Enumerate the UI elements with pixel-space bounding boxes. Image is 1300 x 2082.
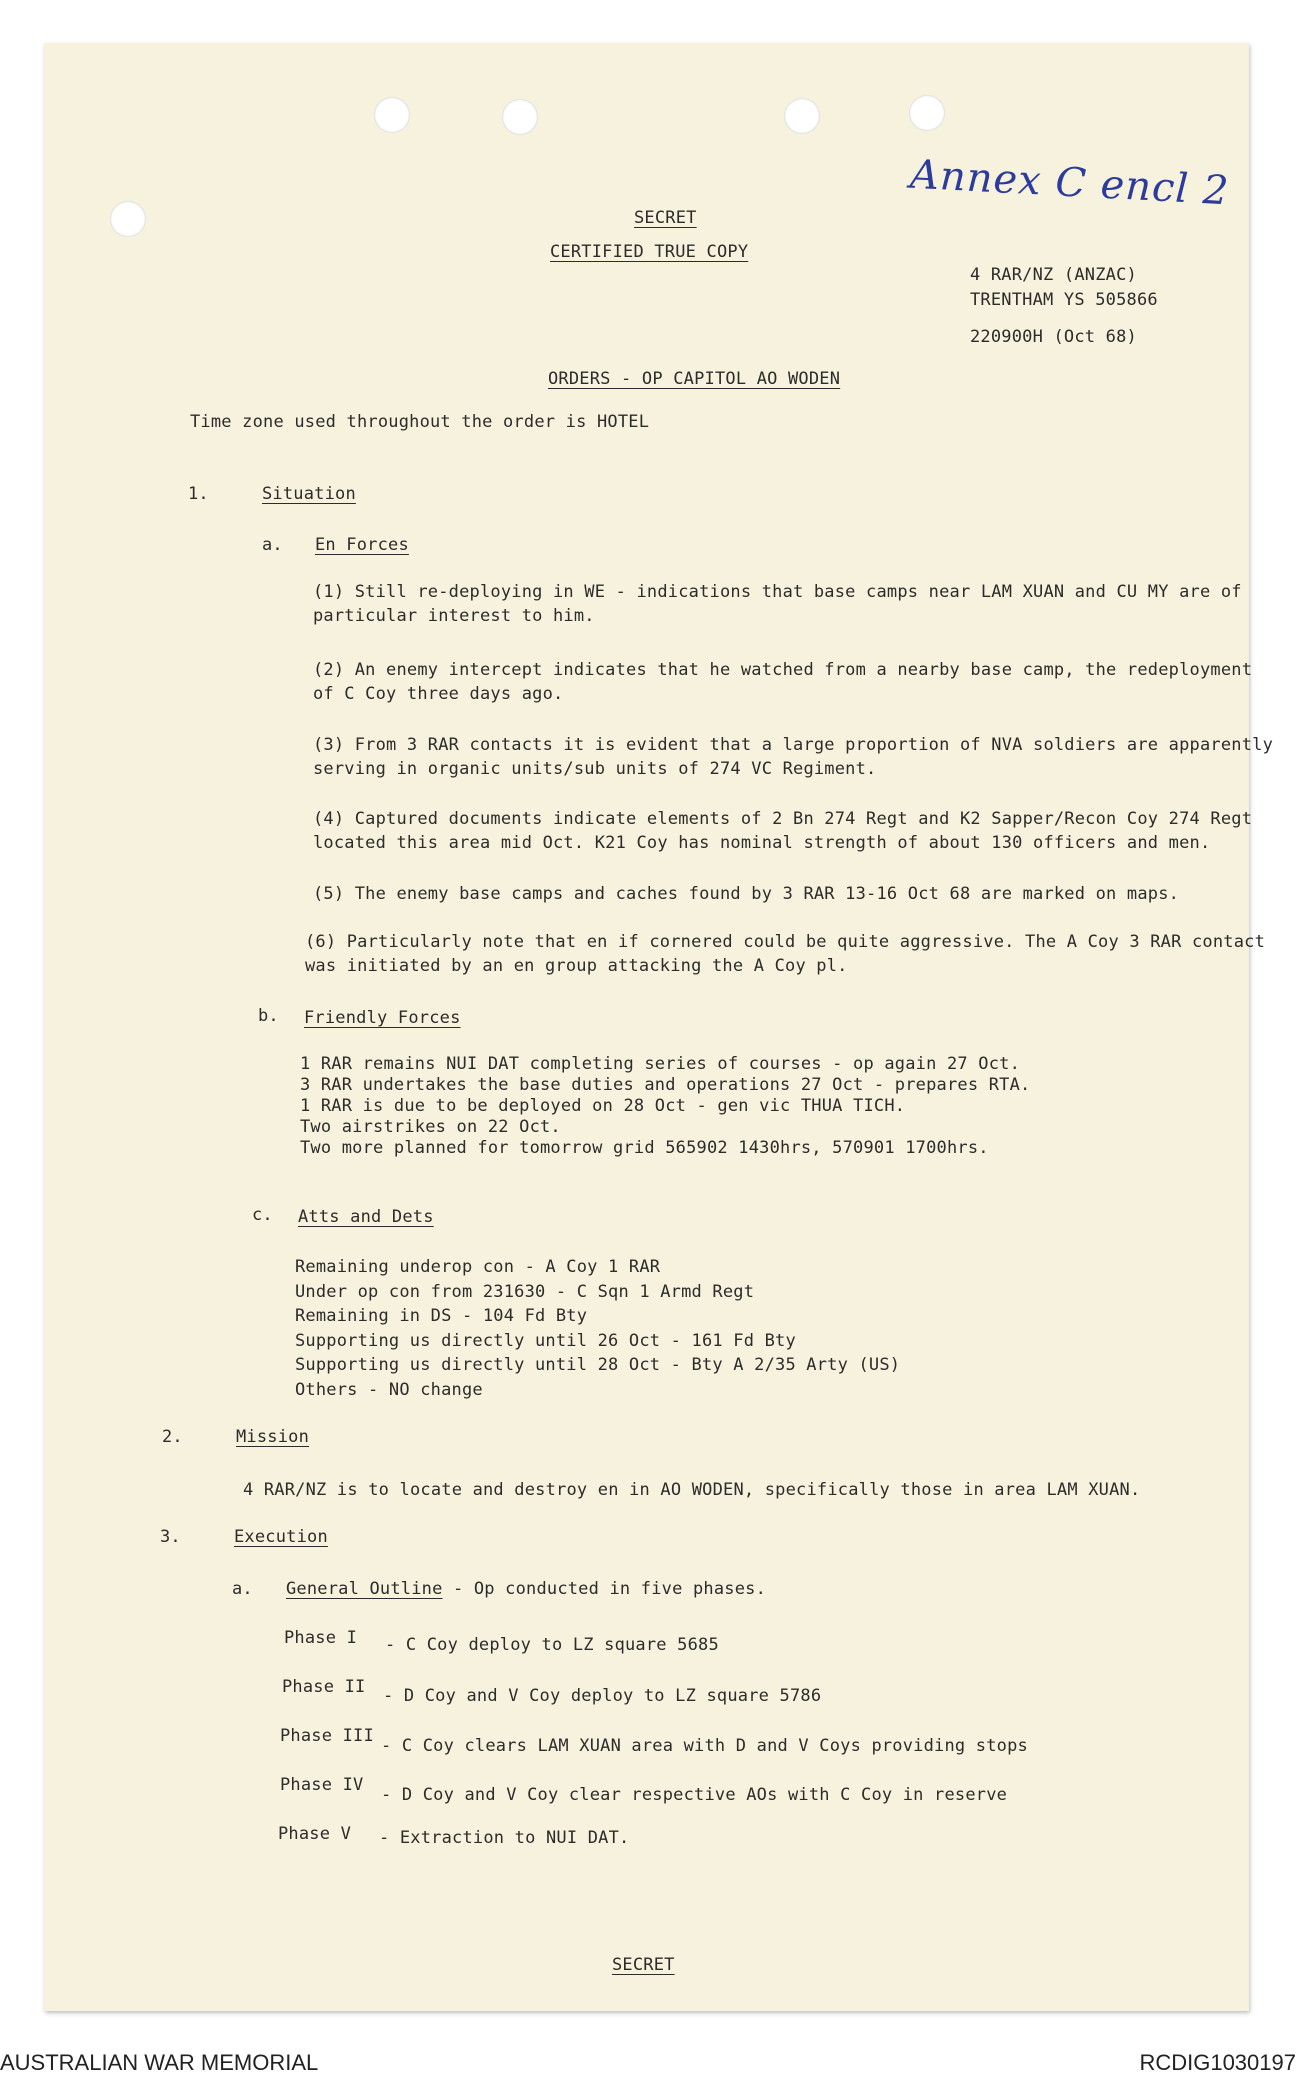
line: Two airstrikes on 22 Oct. — [300, 1117, 561, 1137]
general-outline-text: - Op conducted in five phases. — [442, 1579, 767, 1599]
subsection-label: c. — [252, 1205, 273, 1225]
classification-bottom: SECRET — [612, 1955, 675, 1975]
line: serving in organic units/sub units of 274 VC Regiment. — [313, 759, 877, 779]
section-number: 3. — [160, 1527, 181, 1547]
line: Remaining in DS - 104 Fd Bty — [295, 1306, 588, 1326]
phase-desc: - C Coy clears LAM XUAN area with D and V Coys providing stops — [381, 1736, 1028, 1756]
line: of C Coy three days ago. — [313, 684, 564, 704]
phase-desc: - D Coy and V Coy clear respective AOs with C Coy in reserve — [381, 1785, 1008, 1805]
line: particular interest to him. — [313, 606, 595, 626]
unit-designation: 4 RAR/NZ (ANZAC) — [970, 265, 1137, 285]
time-zone-note: Time zone used throughout the order is HOTEL — [190, 412, 650, 432]
section-heading-execution: Execution — [234, 1527, 328, 1547]
en-para-5 — [313, 882, 1179, 906]
certified-true-copy: CERTIFIED TRUE COPY — [550, 242, 749, 262]
punch-hole — [909, 95, 945, 131]
section-heading-mission: Mission — [236, 1427, 310, 1447]
line: (6) Particularly note that en if cornered could be quite aggressive. The A Coy 3 RAR contact — [305, 932, 1266, 952]
line: (1) Still re-deploying in WE - indications that base camps near LAM XUAN and CU MY are of — [313, 582, 1242, 602]
phase-desc: - C Coy deploy to LZ square 5685 — [385, 1635, 719, 1655]
subsection-heading-en-forces: En Forces — [315, 535, 409, 555]
line: 1 RAR is due to be deployed on 28 Oct - gen vic THUA TICH. — [300, 1096, 906, 1116]
punch-hole — [784, 98, 820, 134]
unit-location: TRENTHAM YS 505866 — [970, 290, 1158, 310]
phase-desc: - Extraction to NUI DAT. — [379, 1828, 630, 1848]
line: Others - NO change — [295, 1379, 483, 1400]
atts-dets-list — [295, 1255, 900, 1402]
handwritten-annotation: Annex C encl 2 — [909, 151, 1231, 215]
en-para-3 — [313, 733, 1273, 781]
phase-name: Phase I — [284, 1628, 358, 1648]
phase-name: Phase IV — [280, 1775, 364, 1795]
subsection-heading-general-outline: General Outline — [286, 1579, 443, 1599]
phase-name: Phase V — [278, 1824, 352, 1844]
en-para-4 — [313, 807, 1252, 855]
line: Remaining underop con - A Coy 1 RAR — [295, 1257, 661, 1277]
section-number: 2. — [162, 1427, 183, 1447]
line: Under op con from 231630 - C Sqn 1 Armd Regt — [295, 1281, 755, 1302]
archive-credit: AUSTRALIAN WAR MEMORIAL — [0, 2050, 319, 2075]
line: 3 RAR undertakes the base duties and operations 27 Oct - prepares RTA. — [300, 1075, 1031, 1095]
section-number: 1. — [188, 484, 209, 504]
line: (5) The enemy base camps and caches found by 3 RAR 13-16 Oct 68 are marked on maps. — [313, 884, 1180, 904]
punch-hole — [374, 97, 410, 133]
subsection-heading-atts-dets: Atts and Dets — [298, 1207, 434, 1227]
line: 1 RAR remains NUI DAT completing series of courses - op again 27 Oct. — [300, 1054, 1021, 1074]
classification-top: SECRET — [634, 208, 697, 228]
punch-hole — [502, 99, 538, 135]
section-heading-situation: Situation — [262, 484, 356, 504]
punch-hole — [110, 201, 146, 237]
phase-name: Phase III — [280, 1726, 374, 1746]
line: Supporting us directly until 26 Oct - 161 Fd Bty — [295, 1330, 796, 1351]
en-para-2 — [313, 658, 1252, 706]
order-title: ORDERS - OP CAPITOL AO WODEN — [548, 369, 841, 389]
subsection-heading-friendly-forces: Friendly Forces — [304, 1008, 461, 1028]
phase-desc: - D Coy and V Coy deploy to LZ square 5786 — [383, 1686, 822, 1706]
line: (4) Captured documents indicate elements of 2 Bn 274 Regt and K2 Sapper/Recon Coy 274 Regt — [313, 809, 1253, 829]
mission-statement: 4 RAR/NZ is to locate and destroy en in AO WODEN, specifically those in area LAM XUAN. — [243, 1480, 1141, 1500]
line: located this area mid Oct. K21 Coy has nominal strength of about 130 officers and men. — [313, 833, 1211, 853]
phase-name: Phase II — [282, 1677, 366, 1697]
line: (2) An enemy intercept indicates that he watched from a nearby base camp, the redeployment — [313, 660, 1253, 680]
line: (3) From 3 RAR contacts it is evident that a large proportion of NVA soldiers are apparently — [313, 735, 1274, 755]
line: Two more planned for tomorrow grid 565902 1430hrs, 570901 1700hrs. — [300, 1138, 989, 1158]
subsection-label: a. — [232, 1579, 253, 1599]
line: Supporting us directly until 28 Oct - Bty A 2/35 Arty (US) — [295, 1355, 901, 1375]
en-para-6 — [305, 930, 1265, 978]
line: was initiated by an en group attacking the A Coy pl. — [305, 956, 848, 976]
date-time-group: 220900H (Oct 68) — [970, 327, 1137, 347]
subsection-label: a. — [262, 535, 283, 555]
subsection-label: b. — [258, 1006, 279, 1026]
archive-id: RCDIG1030197 — [1139, 2050, 1296, 2075]
friendly-forces-list — [300, 1054, 1030, 1159]
en-para-1 — [313, 580, 1242, 628]
general-outline — [286, 1577, 766, 1601]
